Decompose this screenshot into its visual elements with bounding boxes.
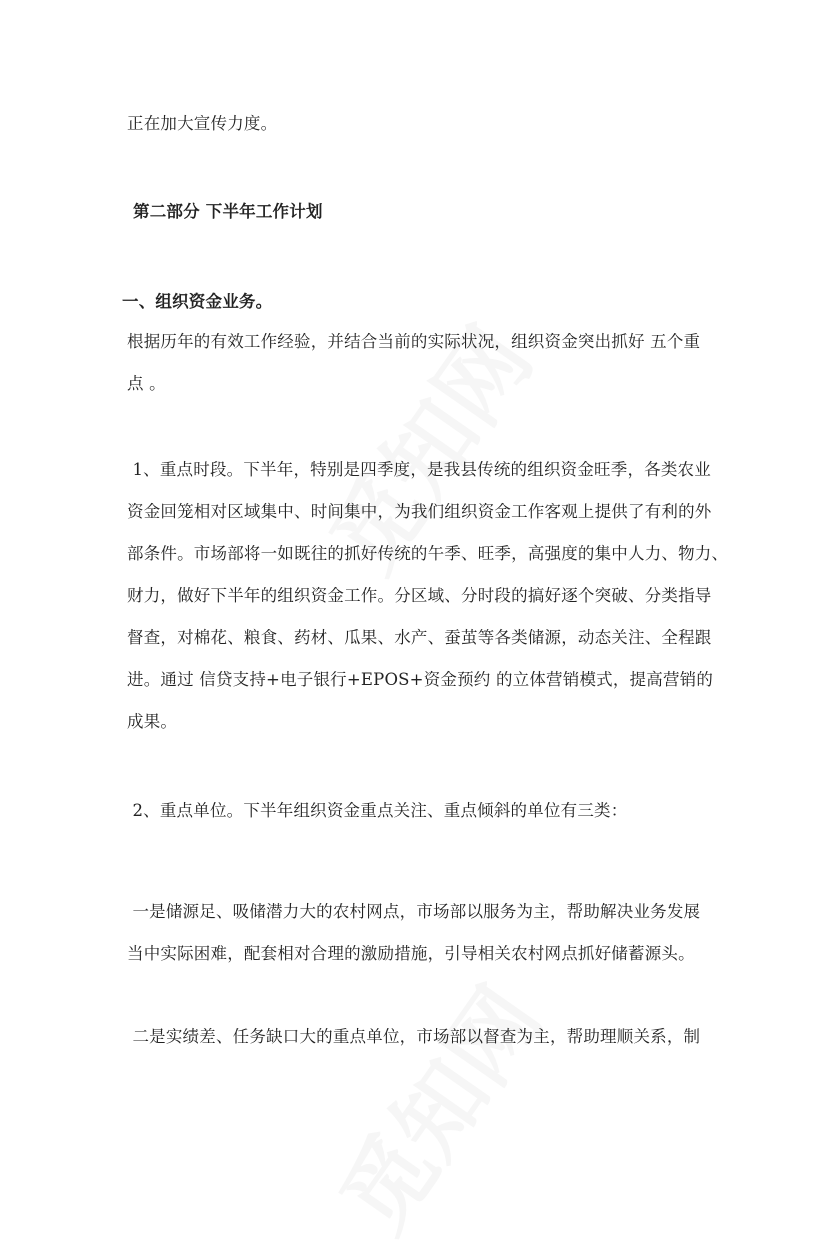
point1-line: 成果。 [127,712,178,731]
intro-line: 正在加大宣传力度。 [127,114,278,133]
subsection-intro-line: 点 。 [127,374,166,393]
subsection-title: 一、组织资金业务。 [122,292,273,311]
point1-line: 1、重点时段。下半年，特别是四季度，是我县传统的组织资金旺季，各类农业 [127,460,711,479]
category1-line: 一是储源足、吸储潜力大的农村网点，市场部以服务为主，帮助解决业务发展 [127,902,701,921]
point1-line: 部条件。市场部将一如既往的抓好传统的午季、旺季，高强度的集中人力、物力、 [127,544,729,563]
point1-line: 进。通过 信贷支持+电子银行+EPOS+资金预约 的立体营销模式，提高营销的 [127,670,714,689]
point1-line: 督查，对棉花、粮食、药材、瓜果、水产、蚕茧等各类储源，动态关注、全程跟 [127,628,712,647]
point1-line: 资金回笼相对区域集中、时间集中，为我们组织资金工作客观上提供了有利的外 [127,502,712,521]
watermark [304,957,565,1253]
category2-line: 二是实绩差、任务缺口大的重点单位，市场部以督查为主，帮助理顺关系，制 [127,1027,701,1046]
point1-line: 财力，做好下半年的组织资金工作。分区域、分时段的搞好逐个突破、分类指导 [127,586,712,605]
section-title: 第二部分 下半年工作计划 [133,202,323,221]
subsection-intro-line: 根据历年的有效工作经验，并结合当前的实际状况，组织资金突出抓好 五个重 [127,332,701,351]
point2-line: 2、重点单位。下半年组织资金重点关注、重点倾斜的单位有三类： [127,801,628,820]
category1-line: 当中实际困难，配套相对合理的激励措施，引导相关农村网点抓好储蓄源头。 [127,944,695,963]
